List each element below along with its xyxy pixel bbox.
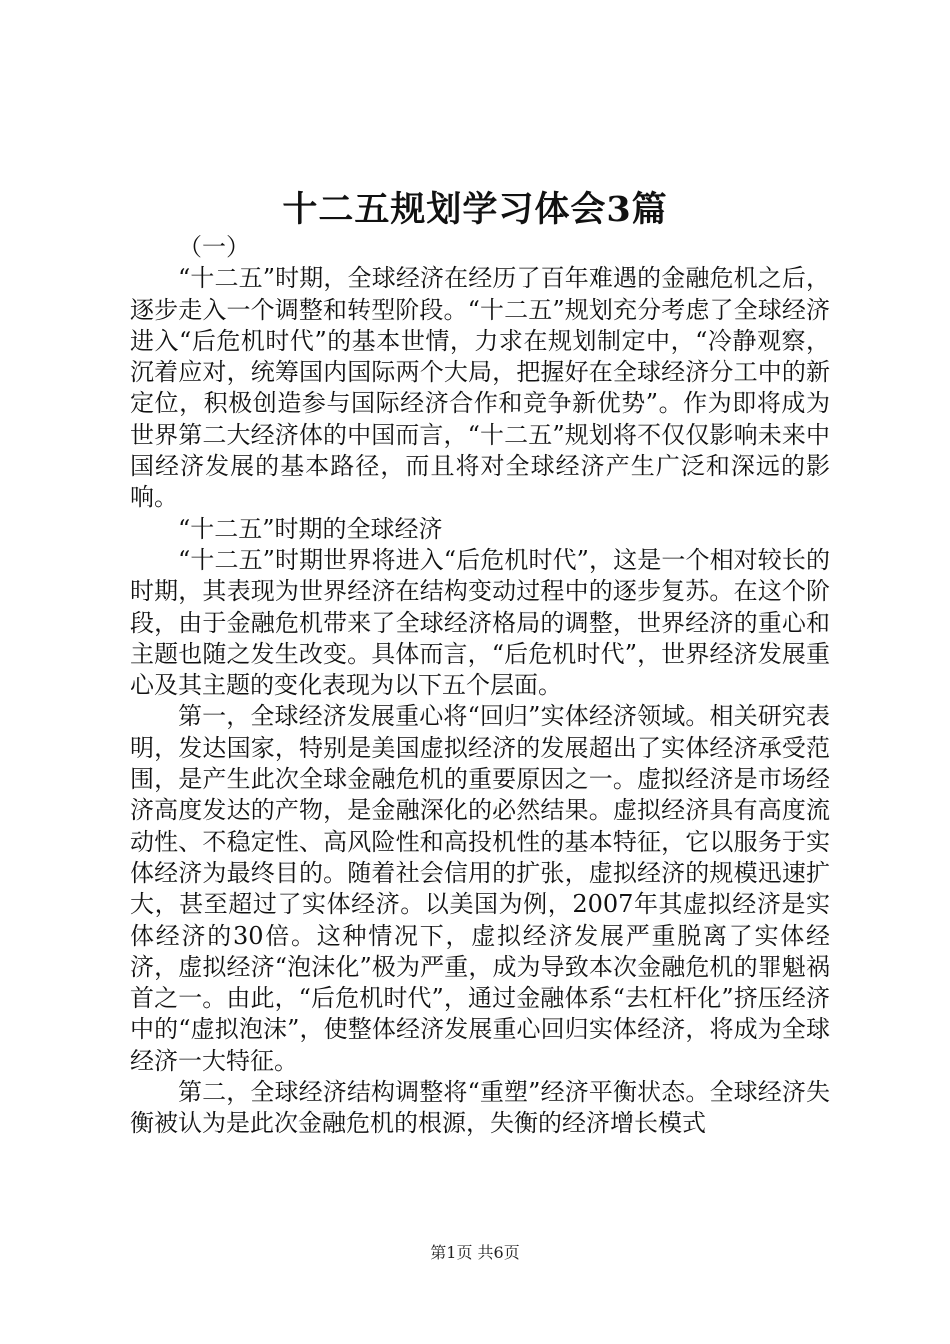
section-marker: （一） [178,233,250,261]
paragraph-post-crisis: “十二五”时期世界将进入“后危机时代”，这是一个相对较长的时期，其表现为世界经济在结构变动过程中的逐步复苏。在这个阶段，由于金融危机带来了全球经济格局的调整，世界经济的重心和主题也随之发生改变。具体而言，“后危机时代”，世界经济发展重心及其主题的变化表现为以下五个层面。 [130,545,830,700]
page-footer: 第1页 共6页 [430,1243,520,1262]
section-heading: “十二五”时期的全球经济 [178,514,443,543]
document-title: 十二五规划学习体会3篇 [282,189,668,230]
paragraph-point-one: 第一，全球经济发展重心将“回归”实体经济领域。相关研究表明，发达国家，特别是美国虚拟经济的发展超出了实体经济承受范围，是产生此次全球金融危机的重要原因之一。虚拟经济是市场经济高度发达的产物，是金融深化的必然结果。虚拟经济具有高度流动性、不稳定性、高风险性和高投机性的基本特征，它以服务于实体经济为最终目的。随着社会信用的扩张，虚拟经济的规模迅速扩大，甚至超过了实体经济。以美国为例，2007年其虚拟经济是实体经济的30倍。这种情况下，虚拟经济发展严重脱离了实体经济，虚拟经济“泡沫化”极为严重，成为导致本次金融危机的罪魁祸首之一。由此，“后危机时代”，通过金融体系“去杠杆化”挤压经济中的“虚拟泡沫”，使整体经济发展重心回归实体经济，将成为全球经济一大特征。 [130,702,830,1075]
paragraph-point-two: 第二，全球经济结构调整将“重塑”经济平衡状态。全球经济失衡被认为是此次金融危机的根源，失衡的经济增长模式 [130,1078,830,1138]
document-body [130,232,830,1140]
paragraph-intro: “十二五”时期，全球经济在经历了百年难遇的金融危机之后，逐步走入一个调整和转型阶段。“十二五”规划充分考虑了全球经济进入“后危机时代”的基本世情，力求在规划制定中，“冷静观察，沉着应对，统筹国内国际两个大局，把握好在全球经济分工中的新定位，积极创造参与国际经济合作和竞争新优势”。作为即将成为世界第二大经济体的中国而言，“十二五”规划将不仅仅影响未来中国经济发展的基本路径，而且将对全球经济产生广泛和深远的影响。 [130,264,830,512]
